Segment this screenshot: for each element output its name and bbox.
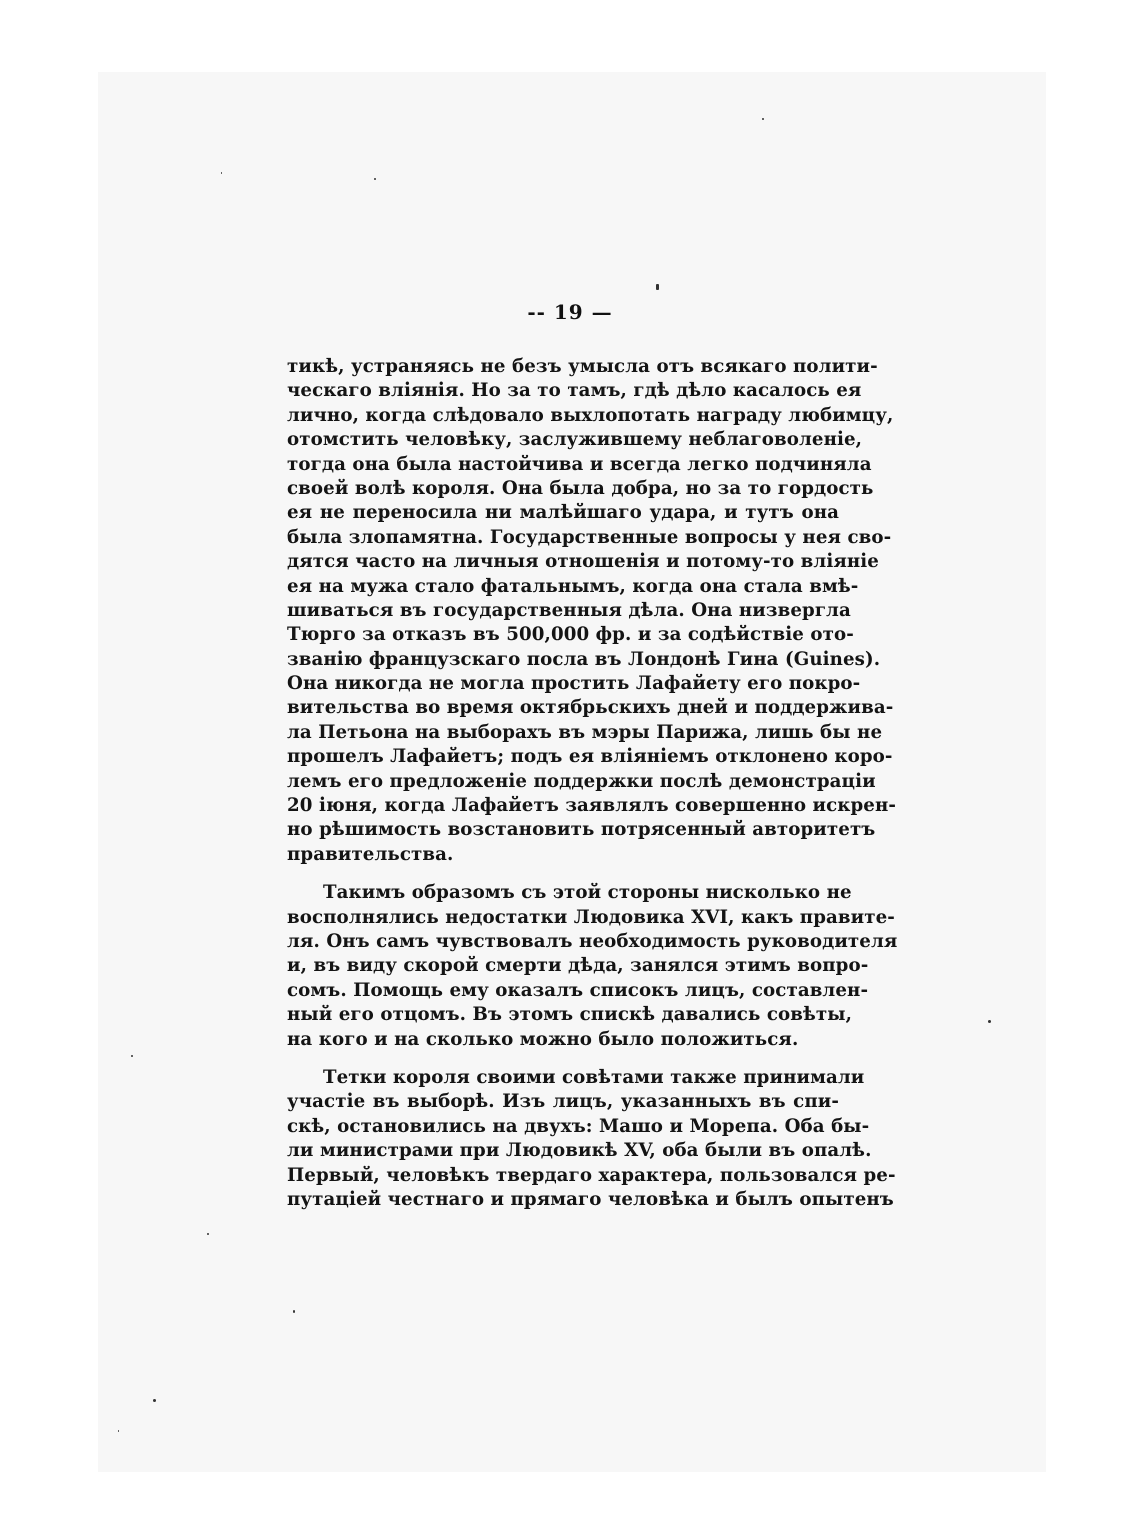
dust-speck xyxy=(131,1055,133,1057)
text-line: шиваться въ государственныя дѣла. Она низвергла xyxy=(287,599,851,621)
text-line: прошелъ Лафайетъ; подъ ея вліяніемъ отклонено коро- xyxy=(287,746,893,768)
text-line: Тетки короля своими совѣтами также принимали xyxy=(323,1066,865,1088)
dust-speck xyxy=(374,178,376,180)
text-line: лично, когда слѣдовало выхлопотать награду любимцу, xyxy=(287,404,894,426)
paragraph-1 xyxy=(287,355,897,867)
text-line: лемъ его предложеніе поддержки послѣ демонстраціи xyxy=(287,770,876,792)
body-text xyxy=(287,355,898,1226)
text-line: Такимъ образомъ съ этой стороны нисколько не xyxy=(323,882,852,904)
text-line: ея не переносила ни малѣйшаго удара, и тутъ она xyxy=(287,502,839,524)
text-line: Тюрго за отказъ въ 500,000 фр. и за содѣйствіе ото- xyxy=(287,624,854,646)
text-line: восполнялись недостатки Людовика XVI, какъ правите- xyxy=(287,906,895,928)
dust-speck xyxy=(118,1430,119,1432)
dust-speck xyxy=(221,172,222,174)
page-number: -- 19 — xyxy=(527,300,613,324)
text-line: вительства во время октябрьскихъ дней и поддержива- xyxy=(287,697,894,719)
dust-speck xyxy=(762,118,764,120)
paragraph-2 xyxy=(287,881,898,1052)
text-line: званію французскаго посла въ Лондонѣ Гина (Guines). xyxy=(287,648,881,670)
text-line: ли министрами при Людовикѣ XV, оба были въ опалѣ. xyxy=(287,1140,872,1162)
text-line: ла Петьона на выборахъ въ мэры Парижа, лишь бы не xyxy=(287,721,883,743)
text-line: отомстить человѣку, заслужившему неблаговоленіе, xyxy=(287,429,863,451)
text-line: тикѣ, устраняясь не безъ умысла отъ всякаго полити- xyxy=(287,356,878,377)
dust-speck xyxy=(988,1020,991,1023)
text-line: и, въ виду скорой смерти дѣда, занялся этимъ вопро- xyxy=(287,955,869,977)
text-line: ческаго вліянія. Но за то тамъ, гдѣ дѣло касалось ея xyxy=(287,380,862,402)
paragraph-3 xyxy=(287,1066,896,1212)
text-line: скѣ, остановились на двухъ: Машо и Морепа. Оба бы- xyxy=(287,1115,870,1137)
dust-speck xyxy=(293,1310,295,1313)
text-line: была злопамятна. Государственные вопросы у нея сво- xyxy=(287,526,892,548)
text-line: дятся часто на личныя отношенія и потому-то вліяніе xyxy=(287,551,879,573)
text-line: 20 іюня, когда Лафайетъ заявлялъ совершенно искрен- xyxy=(287,795,897,817)
text-line: путаціей честнаго и прямаго человѣка и былъ опытенъ xyxy=(287,1188,894,1210)
text-line: тогда она была настойчива и всегда легко подчиняла xyxy=(287,453,872,475)
text-line: ный его отцомъ. Въ этомъ спискѣ давались совѣты, xyxy=(287,1004,852,1026)
dust-speck xyxy=(207,1233,209,1235)
text-line: участіе въ выборѣ. Изъ лицъ, указанныхъ въ спи- xyxy=(287,1091,839,1113)
text-line: но рѣшимость возстановить потрясенный авторитетъ xyxy=(287,819,876,841)
text-line: Она никогда не могла простить Лафайету его покро- xyxy=(287,673,861,695)
text-line: правительства. xyxy=(287,843,454,865)
text-line: на кого и на сколько можно было положиться. xyxy=(287,1028,799,1050)
dust-speck xyxy=(656,284,659,290)
text-line: Первый, человѣкъ твердаго характера, пользовался ре- xyxy=(287,1164,896,1186)
text-line: сомъ. Помощь ему оказалъ списокъ лицъ, составлен- xyxy=(287,979,869,1001)
text-line: ля. Онъ самъ чувствовалъ необходимость руководителя xyxy=(287,930,898,952)
dust-speck xyxy=(153,1399,156,1402)
text-line: своей волѣ короля. Она была добра, но за то гордость xyxy=(287,477,874,499)
text-line: ея на мужа стало фатальнымъ, когда она стала вмѣ- xyxy=(287,575,859,597)
